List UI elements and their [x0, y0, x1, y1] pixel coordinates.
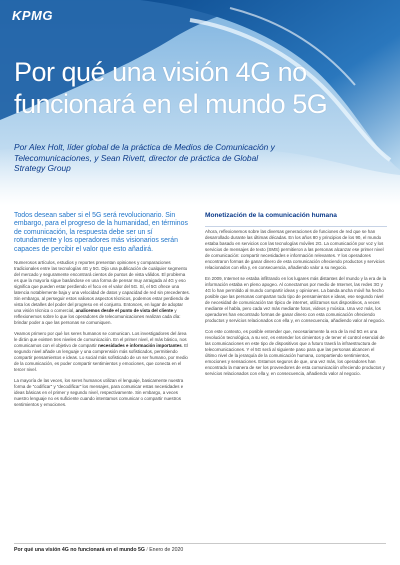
footer-date: Enero de 2020	[149, 547, 184, 553]
lead-paragraph: Todos desean saber si el 5G será revolucionario. Sin embargo, para el progreso de la humanidad, en términos de comunicación, la respuesta debe ser un sí rotundamente y los operadores más visionarios serán capaces de percibir el valor que esto añadirá.	[14, 212, 188, 253]
emphasis-text: analicemos desde el punto de vista del cliente	[75, 308, 174, 314]
body-paragraph-4: Ahora, reflexionemos sobre las diversas generaciones de funciones de red que se han desarrollado durante las últimas décadas. En los años 80 y principios de los 90, el mundo estaba basado en servicios con las tecnologías móviles 2G. La comunicación por voz y los servicios de mensajes de texto (SMS) permitieron a las personas alcanzar ese primer nivel de comunicación: compartir necesidades e información relevantes. Y los operadores encontraron formas de ganar dinero de esta comunicación ofreciendo productos y servicios relacionados con ella y, en consecuencia, añadiendo valor a su negocio.	[205, 229, 385, 270]
body-paragraph-6: Con este contexto, es posible entender que, necesariamente la era de la red 5G es una revolución tecnológica, a su vez, es entender los cimientos y de tener el control esencial de las comunicaciones en este tipo de dispositivos que a futuro traerá la infraestructura de telecomunicaciones. Y el 5G será al siguiente paso para que las personas alcancen el último nivel de la jerarquía de la comunicación humana, compartiendo sentimientos, emociones y sensaciones. Estamos seguros de que, una vez más, los operadores han encontrado la manera de ser los proveedores de esta comunicación ofreciendo productos y servicios relacionados con ella y, en consecuencia, añadiendo valor al negocio.	[205, 329, 385, 376]
kpmg-logo: KPMG	[12, 8, 53, 23]
title-line-2: funcionará en el mundo 5G	[14, 89, 328, 119]
body-paragraph-5: En 2009, Internet se estaba infiltrando en los lugares más distantes del mundo y la era de la información estaba en pleno apogeo. Al conectarnos por medio de Internet, las redes 3G y 4G lo han permitido al mundo compartir ideas y opiniones. La banda ancha móvil ha hecho posible que las personas compartan todo tipo de pensamientos e ideas, ese segundo nivel de necesidad de comunicación tan típico de internet, utilizamos sus dispositivos, a veces mediante el habla, pero cada vez más mediante fotos, videos y música. Una vez más, los operadores han encontrado formas de ganar dinero con esta comunicación ofreciendo productos y servicios relacionados con ella y, en consecuencia, añadiendo valor al negocio.	[205, 276, 387, 323]
body-paragraph-2: Veamos primero por qué los seres humanos se comunican. Los investigadores del área le dirán que existen tres niveles de comunicación. En el primer nivel, el más básico, nos comunicamos con el objetivo de compartir necesidades e información importantes. El segundo nivel añade un lenguaje y una comprensión más sofisticados, permitiendo compartir pensamientos e ideas. Lo social más sofisticado de un ser humano, por medio de la comunicación, es poder compartir sentimientos y emociones, que conecta en el tercer nivel.	[14, 331, 189, 373]
footer-divider	[14, 543, 386, 544]
body-paragraph-1: Numerosos artículos, estudios y reportes presentan opiniones y comparaciones tradicionales entre las tecnologías 4G y 5G. Dijo una publicación de cualquier segmento del mercado y seguramente encontrará cientos de puntos de vista válidos. El problema es que la mayoría sigue basándose en una forma de pensar muy arraigada al 4G y eso significa que pueden estar perdiendo el foco en el valor del 5G. Sí, el 5G ofrece una latencia notablemente baja y una velocidad de datos y capacidad de red sin precedentes. Sin embargo, al perseguir estos valiosos aspectos técnicos, podemos estar perdiendo de vista los detalles del poder del progreso en el conjunto. Entonces, en lugar de adoptar una visión técnica o comercial, analicemos desde el punto de vista del cliente y reflexionemos sobre lo que los operadores de telecomunicaciones realizan cada día: brindar poder a que las personas se comuniquen.	[14, 260, 190, 326]
footer-separator: /	[146, 547, 148, 553]
heading-divider	[205, 226, 387, 227]
right-column	[205, 212, 387, 382]
section-heading: Monetización de la comunicación humana	[205, 212, 337, 219]
footer	[14, 547, 183, 553]
left-column	[14, 212, 190, 413]
page-title	[14, 56, 394, 120]
footer-title: Por qué una visión 4G no funcionará en el mundo 5G	[14, 547, 145, 553]
title-line-1: Por qué una visión 4G no	[14, 57, 307, 87]
byline: Por Alex Holt, líder global de la práctica de Medios de Comunicación y Telecomunicaciones, y Sean Rivett, director de práctica de Global Strategy Group	[14, 142, 275, 173]
emphasis-text: necesidades e información importantes	[98, 343, 182, 349]
hero-banner	[0, 0, 400, 205]
body-paragraph-3: La mayoría de las veces, los seres humanos utilizan el lenguaje, basicamente nuestra forma de “codificar” y “decodificar” los mensajes, para comunicar estas necesidades e ideas básicas en el primer y segundo nivel, respectivamente. Sin embargo, a veces nuestro lenguaje no es suficiente cuando intentamos comunicar o compartir nuestros sentimientos y emociones.	[14, 378, 184, 408]
